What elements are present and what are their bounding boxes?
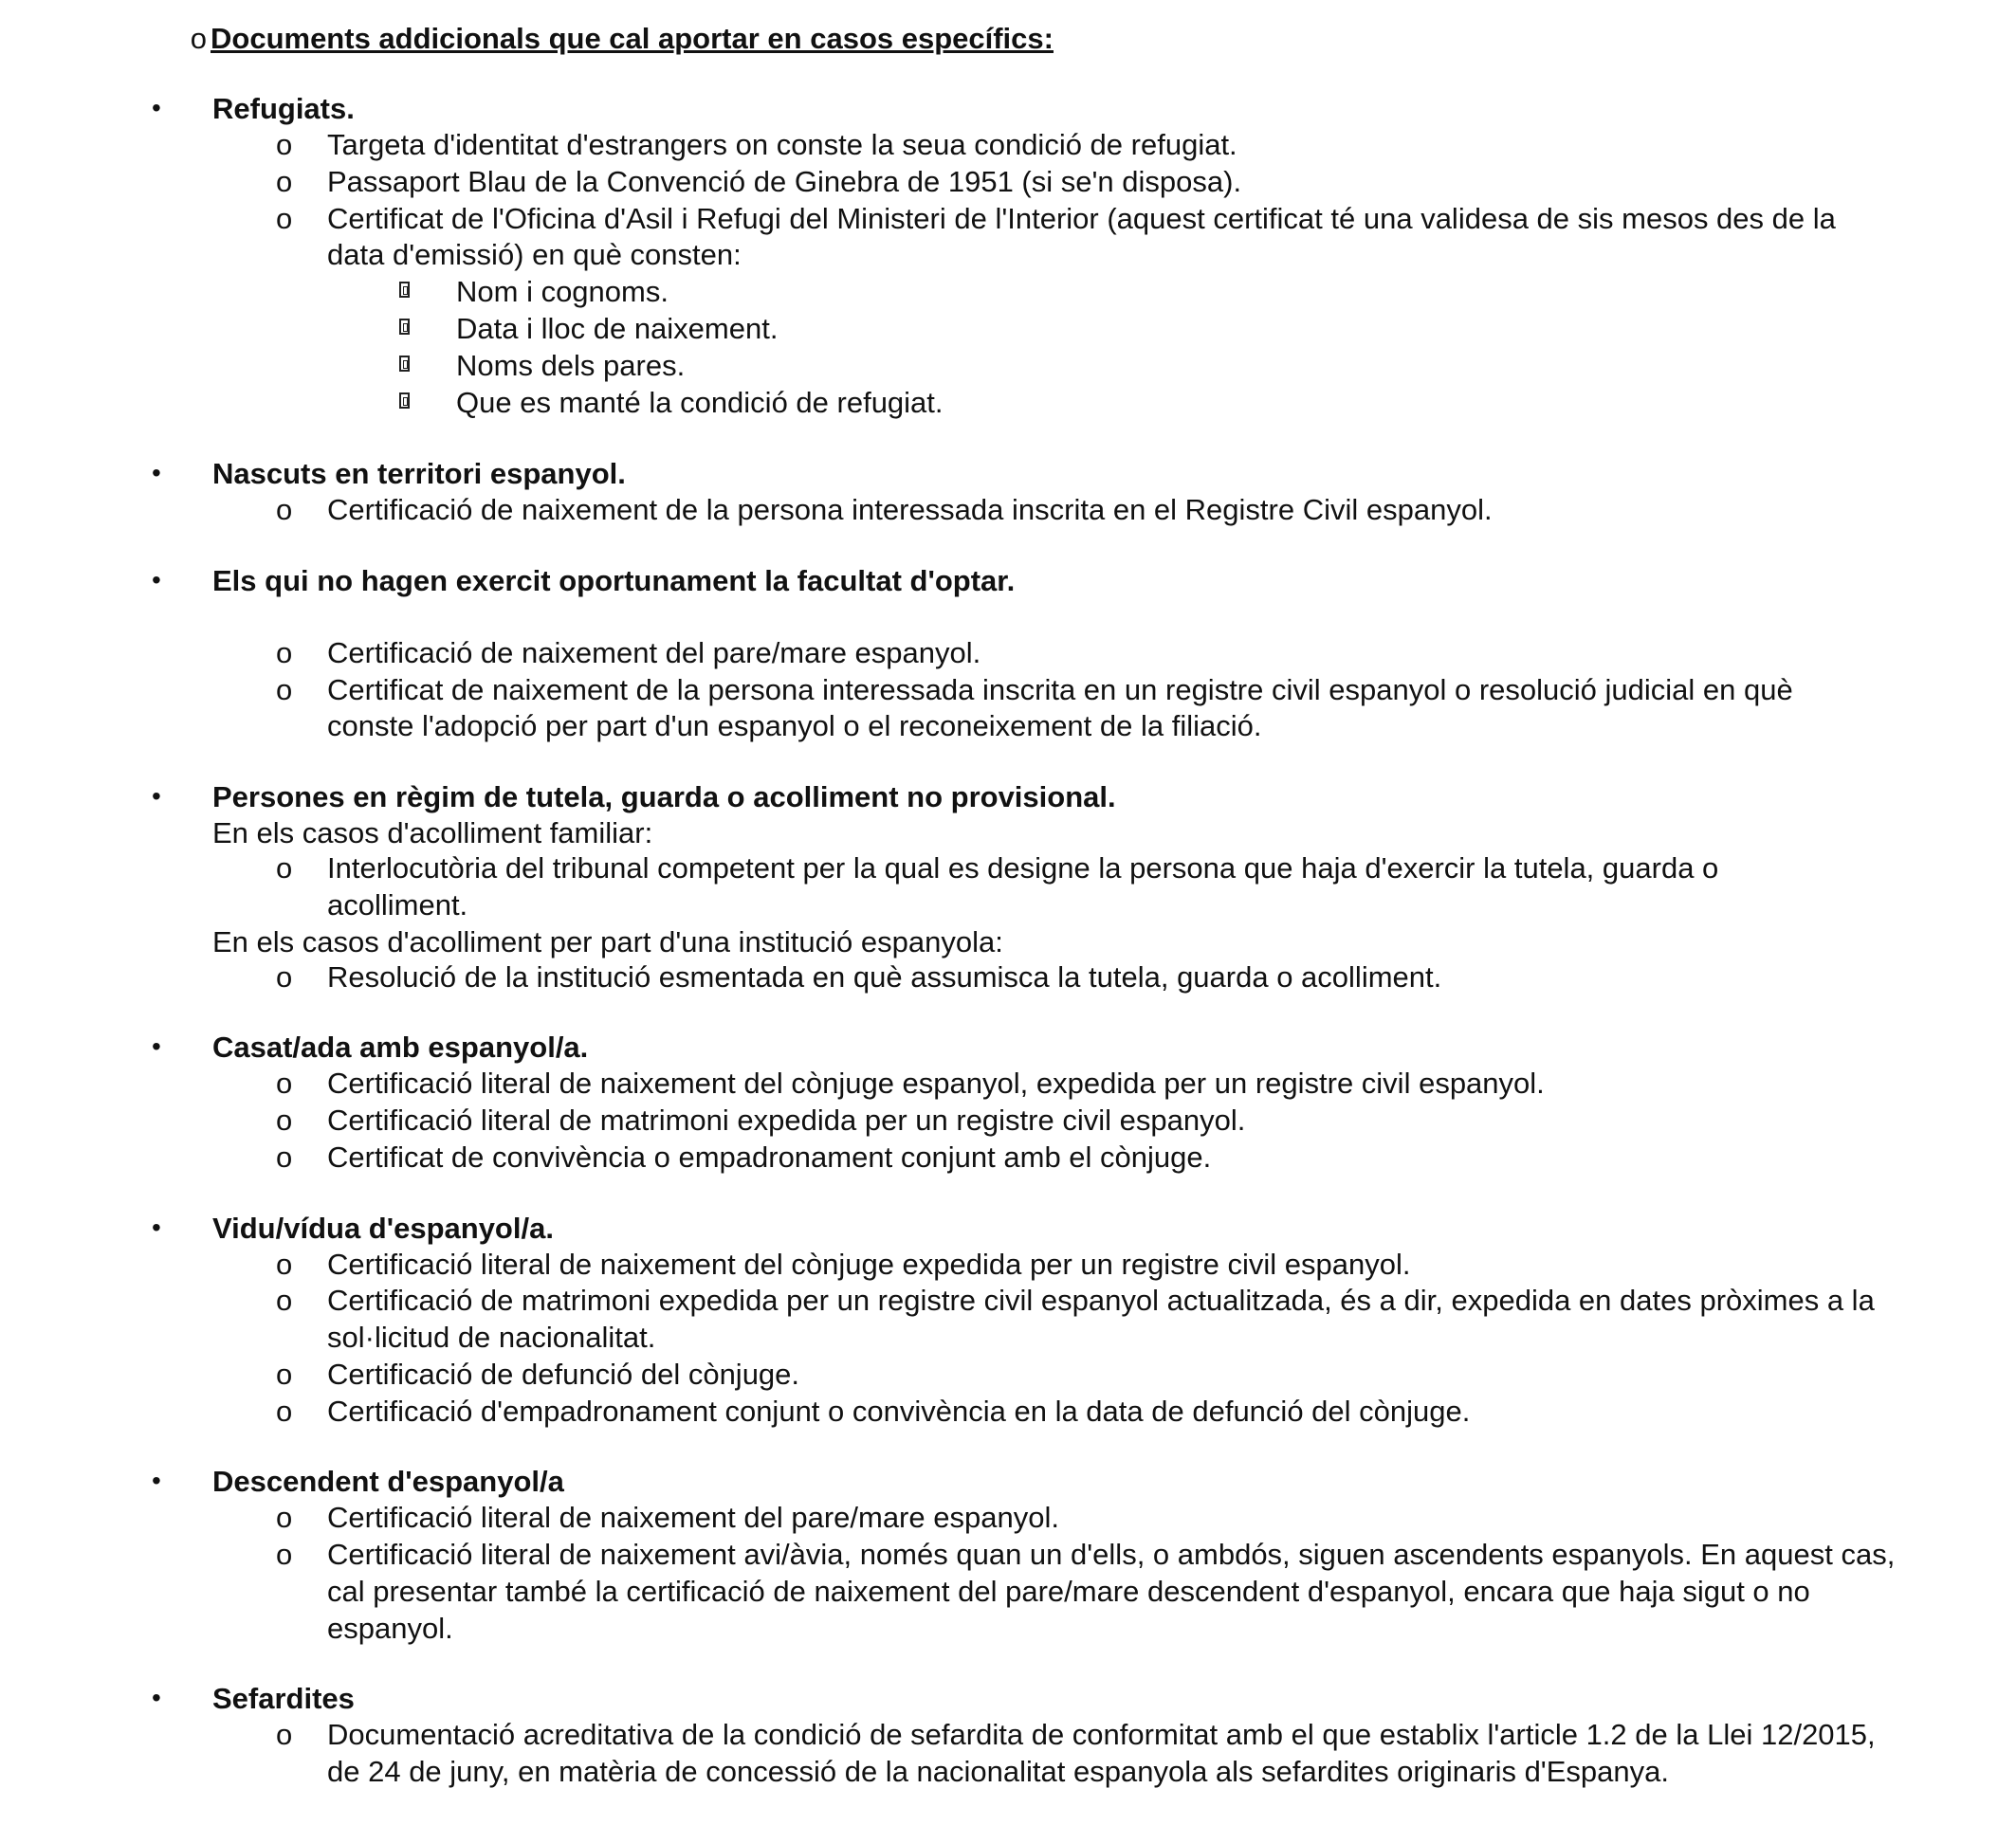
section-title [152, 91, 2016, 127]
item-marker: o [276, 1357, 293, 1391]
list-item [276, 1247, 1911, 1284]
item-marker: o [276, 672, 293, 706]
section-note: En els casos d'acolliment familiar: [212, 816, 653, 849]
square-bullet-icon [399, 319, 410, 335]
item-text: Certificació literal de naixement avi/àvia, només quan un d'ells, o ambdós, siguen ascendents espanyols. En aquest cas, cal presentar també la certificació de naixement del pare/mare descendent d'espanyol, encara que haja sigut o no espanyol. [327, 1538, 1896, 1645]
list-item [276, 127, 1911, 164]
heading-text: Documents addicionals que cal aportar en casos específics: [211, 22, 1054, 55]
item-text: Certificació de naixement del pare/mare espanyol. [327, 635, 981, 669]
bullet-marker: • [152, 1466, 161, 1496]
item-marker: o [276, 1284, 293, 1318]
sub-item-text: Noms dels pares. [456, 349, 686, 382]
list-item [276, 1066, 1911, 1103]
item-text: Certificació de matrimoni expedida per un registre civil espanyol actualitzada, és a dir, expedida en dates pròximes a la sol·licitud de nacionalitat. [327, 1284, 1875, 1354]
section-tutela [0, 779, 2016, 995]
list-item [276, 672, 1882, 746]
bullet-marker: • [152, 1212, 161, 1242]
section-vidu [0, 1211, 2016, 1431]
square-bullet-icon [399, 392, 410, 409]
list-item [276, 1140, 1911, 1177]
sub-item-text: Data i lloc de naixement. [456, 312, 779, 345]
item-text: Targeta d'identitat d'estrangers on conste la seua condició de refugiat. [327, 128, 1237, 161]
list-item [276, 1357, 1911, 1394]
square-bullet-icon [399, 356, 410, 372]
section-title-text: Els qui no hagen exercit oportunament la facultat d'optar. [212, 563, 1016, 597]
bullet-marker: • [152, 1683, 161, 1713]
section-nascuts [0, 456, 2016, 529]
section-title-text: Sefardites [212, 1682, 355, 1716]
sub-item-text: Que es manté la condició de refugiat. [456, 386, 944, 419]
item-text: Certificació de naixement de la persona interessada inscrita en el Registre Civil espanyol. [327, 493, 1493, 526]
list-item [276, 164, 1911, 201]
section-title-text: Vidu/vídua d'espanyol/a. [212, 1211, 554, 1245]
item-text: Certificació literal de matrimoni expedida per un registre civil espanyol. [327, 1104, 1246, 1137]
list-item [276, 1717, 1882, 1791]
item-marker: o [276, 959, 293, 994]
list-item [276, 1283, 1906, 1357]
item-text: Certificat de naixement de la persona interessada inscrita en un registre civil espanyol o resolució judicial en què conste l'adopció per part d'un espanyol o el reconeixement de la filiació. [327, 672, 1793, 743]
item-marker: o [276, 1104, 293, 1137]
item-marker: o [276, 1394, 293, 1428]
section-title-text: Persones en règim de tutela, guarda o acolliment no provisional. [212, 780, 1116, 813]
section-sefardites [0, 1681, 2016, 1791]
item-text: Passaport Blau de la Convenció de Ginebra de 1951 (si se'n disposa). [327, 164, 1242, 198]
item-text: Interlocutòria del tribunal competent per la qual es designe la persona que haja d'exercir la tutela, guarda o acolliment. [327, 851, 1719, 922]
section-title [152, 1211, 2016, 1247]
sections-list [0, 91, 2016, 1825]
bullet-marker: • [152, 1031, 161, 1062]
section-title [152, 1030, 2016, 1066]
section-title [152, 1464, 2016, 1500]
item-marker: o [276, 635, 293, 669]
list-item [276, 1103, 1911, 1140]
list-item [276, 959, 1911, 996]
bullet-marker: • [152, 93, 161, 122]
item-marker: o [276, 1538, 293, 1571]
item-marker: o [276, 1067, 293, 1101]
section-descendent [0, 1464, 2016, 1647]
section-title-text: Casat/ada amb espanyol/a. [212, 1031, 589, 1065]
bullet-marker: • [152, 458, 161, 487]
item-text: Certificació literal de naixement del pare/mare espanyol. [327, 1501, 1059, 1535]
section-casat [0, 1030, 2016, 1176]
item-marker: o [276, 493, 293, 526]
item-marker: o [276, 851, 293, 885]
section-note: En els casos d'acolliment per part d'una institució espanyola: [212, 924, 1003, 958]
section-title-text: Nascuts en territori espanyol. [212, 457, 626, 490]
list-item [276, 492, 1911, 529]
item-marker: o [276, 1718, 293, 1752]
bullet-marker: • [152, 781, 161, 811]
item-text: Resolució de la institució esmentada en què assumisca la tutela, guarda o acolliment. [327, 959, 1442, 994]
list-item [276, 201, 1897, 275]
item-marker: o [276, 201, 293, 235]
item-text: Certificació literal de naixement del cònjuge espanyol, expedida per un registre civil espanyol. [327, 1067, 1545, 1101]
document-heading [190, 21, 1054, 58]
item-text: Certificat de convivència o empadronament conjunt amb el cònjuge. [327, 1140, 1212, 1174]
item-marker: o [276, 1140, 293, 1174]
item-marker: o [276, 1501, 293, 1535]
section-optar [0, 563, 2016, 745]
section-title-text: Descendent d'espanyol/a [212, 1465, 564, 1499]
list-item [276, 1500, 1911, 1537]
section-title [152, 456, 2016, 492]
item-text: Certificació literal de naixement del cònjuge expedida per un registre civil espanyol. [327, 1247, 1411, 1281]
item-marker: o [276, 164, 293, 198]
sub-item [456, 385, 2016, 422]
section-title [152, 1681, 2016, 1717]
spacer [0, 599, 2016, 635]
sub-item [456, 274, 2016, 311]
bullet-marker: • [152, 564, 161, 594]
item-text: Certificat de l'Oficina d'Asil i Refugi del Ministeri de l'Interior (aquest certificat té una validesa de sis mesos des de la data d'emissió) en què consten: [327, 201, 1836, 272]
list-item [276, 635, 1911, 672]
item-text: Documentació acreditativa de la condició de sefardita de conformitat amb el que establix l'article 1.2 de la Llei 12/2015, de 24 de juny, en matèria de concessió de la nacionalitat espanyola als sefardites originaris d'Espanya. [327, 1718, 1876, 1788]
section-title [152, 779, 2016, 815]
list-item [276, 1537, 1906, 1647]
sub-item [456, 348, 2016, 385]
heading-marker: o [190, 22, 207, 55]
sub-item [456, 311, 2016, 348]
list-item [276, 1394, 1911, 1431]
item-marker: o [276, 1247, 293, 1281]
item-text: Certificació de defunció del cònjuge. [327, 1357, 800, 1391]
item-marker: o [276, 128, 293, 161]
item-text: Certificació d'empadronament conjunt o convivència en la data de defunció del cònjuge. [327, 1394, 1471, 1428]
section-refugiats [0, 91, 2016, 422]
section-title [152, 563, 2016, 599]
square-bullet-icon [399, 282, 410, 298]
section-title-text: Refugiats. [212, 92, 355, 125]
sub-item-text: Nom i cognoms. [456, 275, 669, 308]
list-item [276, 850, 1806, 924]
